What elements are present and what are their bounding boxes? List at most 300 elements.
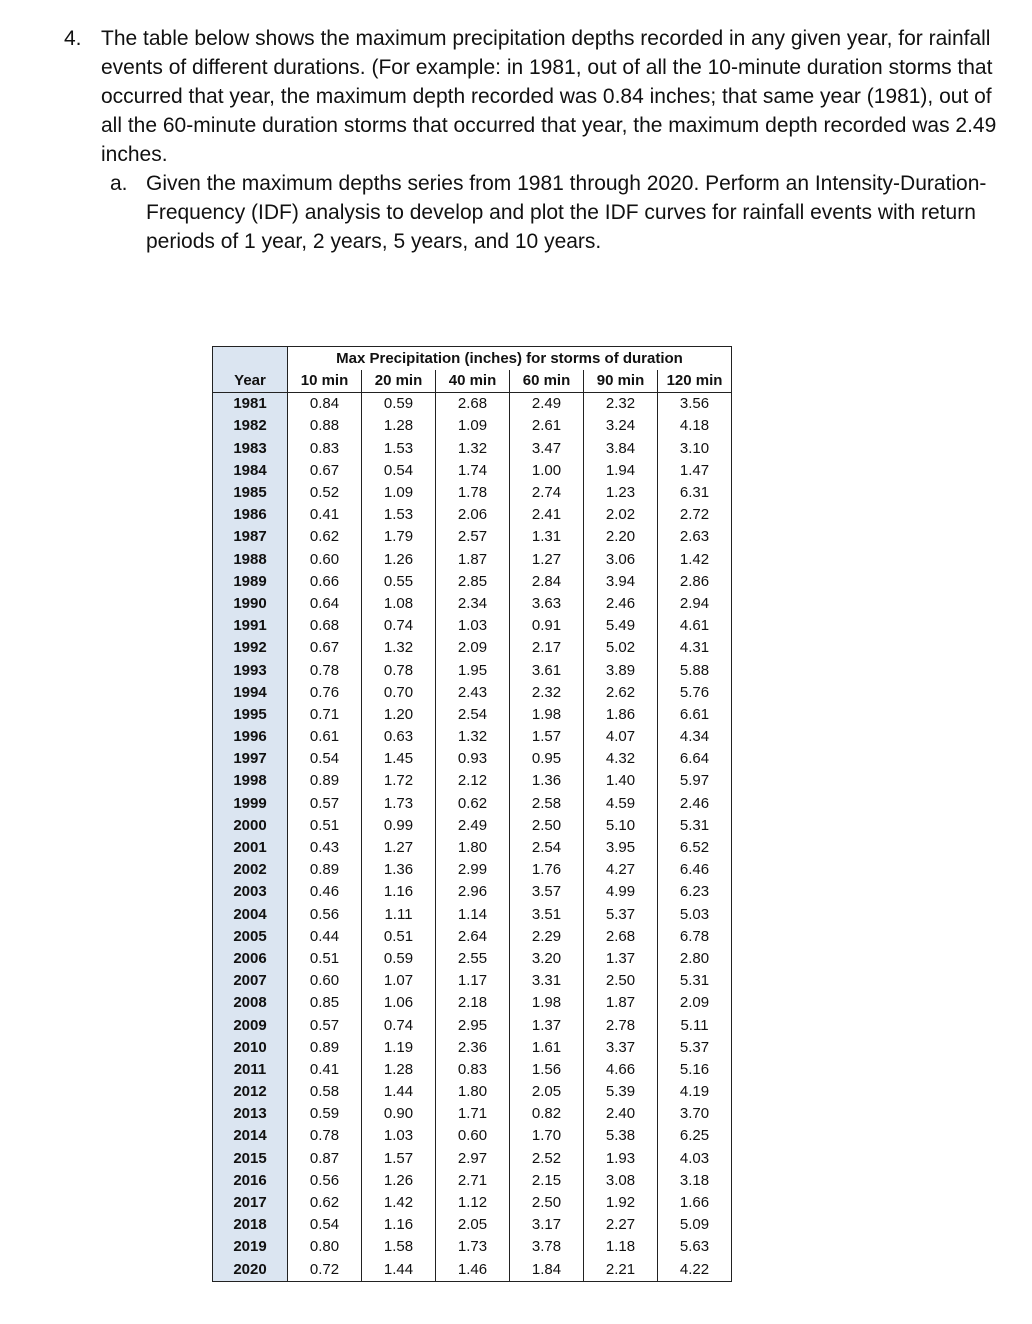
- value-cell: 5.97: [658, 770, 732, 792]
- value-cell: 1.28: [362, 1059, 436, 1081]
- value-cell: 3.47: [510, 438, 584, 460]
- value-cell: 3.18: [658, 1170, 732, 1192]
- value-cell: 1.31: [510, 526, 584, 548]
- value-cell: 1.70: [510, 1125, 584, 1147]
- year-cell: 2012: [213, 1081, 288, 1103]
- value-cell: 3.78: [510, 1236, 584, 1258]
- value-cell: 6.52: [658, 837, 732, 859]
- value-cell: 2.94: [658, 593, 732, 615]
- column-header: 20 min: [362, 370, 436, 393]
- value-cell: 5.63: [658, 1236, 732, 1258]
- question-number: 4.: [64, 27, 82, 50]
- year-cell: 1981: [213, 393, 288, 416]
- value-cell: 5.10: [584, 815, 658, 837]
- table-row: [213, 970, 732, 992]
- value-cell: 3.89: [584, 659, 658, 681]
- value-cell: 1.42: [362, 1192, 436, 1214]
- value-cell: 2.63: [658, 526, 732, 548]
- value-cell: 2.15: [510, 1170, 584, 1192]
- value-cell: 5.38: [584, 1125, 658, 1147]
- value-cell: 1.17: [436, 970, 510, 992]
- value-cell: 0.90: [362, 1103, 436, 1125]
- column-header: 40 min: [436, 370, 510, 393]
- value-cell: 0.64: [288, 593, 362, 615]
- value-cell: 1.46: [436, 1259, 510, 1282]
- value-cell: 1.07: [362, 970, 436, 992]
- value-cell: 4.03: [658, 1148, 732, 1170]
- value-cell: 5.09: [658, 1214, 732, 1236]
- value-cell: 1.80: [436, 1081, 510, 1103]
- value-cell: 1.87: [436, 549, 510, 571]
- value-cell: 0.99: [362, 815, 436, 837]
- value-cell: 6.25: [658, 1125, 732, 1147]
- value-cell: 5.37: [584, 904, 658, 926]
- value-cell: 2.68: [436, 393, 510, 416]
- value-cell: 0.85: [288, 992, 362, 1014]
- value-cell: 2.34: [436, 593, 510, 615]
- column-header: 60 min: [510, 370, 584, 393]
- table-row: [213, 770, 732, 792]
- value-cell: 1.84: [510, 1259, 584, 1282]
- value-cell: 2.54: [436, 704, 510, 726]
- value-cell: 2.06: [436, 504, 510, 526]
- value-cell: 2.84: [510, 571, 584, 593]
- table-row: [213, 1236, 732, 1258]
- value-cell: 1.32: [436, 726, 510, 748]
- value-cell: 4.32: [584, 748, 658, 770]
- table-row: [213, 1014, 732, 1036]
- value-cell: 3.84: [584, 438, 658, 460]
- value-cell: 1.37: [510, 1014, 584, 1036]
- value-cell: 1.09: [362, 482, 436, 504]
- year-cell: 1984: [213, 460, 288, 482]
- value-cell: 1.95: [436, 659, 510, 681]
- value-cell: 0.76: [288, 682, 362, 704]
- table-row: [213, 549, 732, 571]
- value-cell: 0.78: [288, 659, 362, 681]
- value-cell: 0.56: [288, 904, 362, 926]
- value-cell: 1.56: [510, 1059, 584, 1081]
- value-cell: 0.87: [288, 1148, 362, 1170]
- value-cell: 2.71: [436, 1170, 510, 1192]
- value-cell: 2.86: [658, 571, 732, 593]
- year-cell: 1997: [213, 748, 288, 770]
- year-cell: 1991: [213, 615, 288, 637]
- value-cell: 1.98: [510, 704, 584, 726]
- question-block: [64, 24, 1014, 169]
- value-cell: 2.27: [584, 1214, 658, 1236]
- value-cell: 5.49: [584, 615, 658, 637]
- value-cell: 6.61: [658, 704, 732, 726]
- table-row: [213, 615, 732, 637]
- value-cell: 1.61: [510, 1037, 584, 1059]
- value-cell: 3.95: [584, 837, 658, 859]
- value-cell: 3.06: [584, 549, 658, 571]
- table-row: [213, 704, 732, 726]
- value-cell: 1.42: [658, 549, 732, 571]
- table-row: [213, 504, 732, 526]
- value-cell: 2.02: [584, 504, 658, 526]
- value-cell: 0.67: [288, 637, 362, 659]
- value-cell: 1.45: [362, 748, 436, 770]
- value-cell: 1.73: [436, 1236, 510, 1258]
- value-cell: 2.18: [436, 992, 510, 1014]
- value-cell: 4.66: [584, 1059, 658, 1081]
- value-cell: 2.46: [584, 593, 658, 615]
- value-cell: 1.26: [362, 1170, 436, 1192]
- value-cell: 5.31: [658, 815, 732, 837]
- value-cell: 0.78: [288, 1125, 362, 1147]
- value-cell: 3.57: [510, 881, 584, 903]
- table-row: [213, 837, 732, 859]
- table-row: [213, 1259, 732, 1282]
- value-cell: 4.07: [584, 726, 658, 748]
- year-cell: 2010: [213, 1037, 288, 1059]
- value-cell: 1.98: [510, 992, 584, 1014]
- year-cell: 1992: [213, 637, 288, 659]
- value-cell: 0.52: [288, 482, 362, 504]
- value-cell: 0.66: [288, 571, 362, 593]
- value-cell: 0.59: [362, 948, 436, 970]
- value-cell: 2.58: [510, 793, 584, 815]
- value-cell: 2.05: [510, 1081, 584, 1103]
- value-cell: 2.52: [510, 1148, 584, 1170]
- year-cell: 2004: [213, 904, 288, 926]
- value-cell: 0.89: [288, 859, 362, 881]
- value-cell: 0.74: [362, 1014, 436, 1036]
- year-cell: 2001: [213, 837, 288, 859]
- value-cell: 2.68: [584, 926, 658, 948]
- value-cell: 1.09: [436, 415, 510, 437]
- value-cell: 2.43: [436, 682, 510, 704]
- value-cell: 2.78: [584, 1014, 658, 1036]
- value-cell: 2.96: [436, 881, 510, 903]
- value-cell: 2.46: [658, 793, 732, 815]
- value-cell: 3.70: [658, 1103, 732, 1125]
- year-cell: 1995: [213, 704, 288, 726]
- value-cell: 1.80: [436, 837, 510, 859]
- table-row: [213, 659, 732, 681]
- value-cell: 3.08: [584, 1170, 658, 1192]
- value-cell: 0.88: [288, 415, 362, 437]
- value-cell: 0.61: [288, 726, 362, 748]
- value-cell: 0.71: [288, 704, 362, 726]
- value-cell: 1.19: [362, 1037, 436, 1059]
- value-cell: 0.89: [288, 1037, 362, 1059]
- column-header: 120 min: [658, 370, 732, 393]
- value-cell: 0.56: [288, 1170, 362, 1192]
- value-cell: 3.24: [584, 415, 658, 437]
- year-cell: 2013: [213, 1103, 288, 1125]
- year-cell: 2006: [213, 948, 288, 970]
- value-cell: 0.82: [510, 1103, 584, 1125]
- value-cell: 4.99: [584, 881, 658, 903]
- year-cell: 1985: [213, 482, 288, 504]
- value-cell: 0.68: [288, 615, 362, 637]
- value-cell: 6.23: [658, 881, 732, 903]
- table-super-header: Max Precipitation (inches) for storms of duration: [288, 347, 732, 371]
- value-cell: 2.40: [584, 1103, 658, 1125]
- value-cell: 1.87: [584, 992, 658, 1014]
- value-cell: 1.26: [362, 549, 436, 571]
- value-cell: 1.66: [658, 1192, 732, 1214]
- value-cell: 1.06: [362, 992, 436, 1014]
- table-row: [213, 793, 732, 815]
- value-cell: 1.37: [584, 948, 658, 970]
- value-cell: 1.93: [584, 1148, 658, 1170]
- value-cell: 2.57: [436, 526, 510, 548]
- value-cell: 0.55: [362, 571, 436, 593]
- year-cell: 1990: [213, 593, 288, 615]
- table-row: [213, 637, 732, 659]
- year-cell: 1986: [213, 504, 288, 526]
- value-cell: 1.44: [362, 1259, 436, 1282]
- table-row: [213, 460, 732, 482]
- value-cell: 1.78: [436, 482, 510, 504]
- value-cell: 0.62: [288, 1192, 362, 1214]
- sub-question-text: Given the maximum depths series from 1981 through 2020. Perform an Intensity-Duration-Frequency (IDF) analysis to develop and plot the IDF curves for rainfall events with return periods of 1 year, 2 years, 5 years, and 10 years.: [146, 172, 987, 253]
- table-row: [213, 815, 732, 837]
- value-cell: 0.70: [362, 682, 436, 704]
- value-cell: 4.22: [658, 1259, 732, 1282]
- value-cell: 3.94: [584, 571, 658, 593]
- table-row: [213, 1125, 732, 1147]
- value-cell: 1.08: [362, 593, 436, 615]
- value-cell: 2.72: [658, 504, 732, 526]
- year-cell: 2016: [213, 1170, 288, 1192]
- value-cell: 2.36: [436, 1037, 510, 1059]
- value-cell: 5.02: [584, 637, 658, 659]
- table-row: [213, 526, 732, 548]
- year-cell: 2019: [213, 1236, 288, 1258]
- value-cell: 2.49: [510, 393, 584, 416]
- year-cell: 2011: [213, 1059, 288, 1081]
- year-cell: 2018: [213, 1214, 288, 1236]
- value-cell: 0.60: [288, 549, 362, 571]
- value-cell: 1.72: [362, 770, 436, 792]
- value-cell: 1.32: [436, 438, 510, 460]
- value-cell: 5.37: [658, 1037, 732, 1059]
- value-cell: 5.39: [584, 1081, 658, 1103]
- value-cell: 2.41: [510, 504, 584, 526]
- year-column-header: Year: [213, 370, 288, 393]
- year-cell: 2003: [213, 881, 288, 903]
- value-cell: 2.74: [510, 482, 584, 504]
- value-cell: 2.49: [436, 815, 510, 837]
- table-row: [213, 1192, 732, 1214]
- value-cell: 2.09: [658, 992, 732, 1014]
- value-cell: 0.78: [362, 659, 436, 681]
- table-row: [213, 1103, 732, 1125]
- table-row: [213, 992, 732, 1014]
- value-cell: 0.44: [288, 926, 362, 948]
- value-cell: 1.16: [362, 1214, 436, 1236]
- value-cell: 3.10: [658, 438, 732, 460]
- value-cell: 0.46: [288, 881, 362, 903]
- value-cell: 0.91: [510, 615, 584, 637]
- year-cell: 2008: [213, 992, 288, 1014]
- year-cell: 2000: [213, 815, 288, 837]
- value-cell: 2.09: [436, 637, 510, 659]
- value-cell: 1.74: [436, 460, 510, 482]
- year-cell: 1996: [213, 726, 288, 748]
- value-cell: 0.59: [362, 393, 436, 416]
- value-cell: 2.32: [584, 393, 658, 416]
- value-cell: 2.97: [436, 1148, 510, 1170]
- value-cell: 1.53: [362, 438, 436, 460]
- value-cell: 1.27: [362, 837, 436, 859]
- table-row: [213, 904, 732, 926]
- value-cell: 0.93: [436, 748, 510, 770]
- value-cell: 1.12: [436, 1192, 510, 1214]
- value-cell: 2.12: [436, 770, 510, 792]
- value-cell: 1.36: [510, 770, 584, 792]
- value-cell: 2.32: [510, 682, 584, 704]
- value-cell: 0.43: [288, 837, 362, 859]
- value-cell: 0.60: [288, 970, 362, 992]
- value-cell: 0.62: [288, 526, 362, 548]
- table-row: [213, 415, 732, 437]
- year-cell: 2017: [213, 1192, 288, 1214]
- value-cell: 0.72: [288, 1259, 362, 1282]
- value-cell: 2.20: [584, 526, 658, 548]
- value-cell: 0.57: [288, 1014, 362, 1036]
- year-cell: 1993: [213, 659, 288, 681]
- value-cell: 1.53: [362, 504, 436, 526]
- value-cell: 0.63: [362, 726, 436, 748]
- value-cell: 0.67: [288, 460, 362, 482]
- value-cell: 3.63: [510, 593, 584, 615]
- value-cell: 4.61: [658, 615, 732, 637]
- table-row: [213, 726, 732, 748]
- table-row: [213, 926, 732, 948]
- value-cell: 0.51: [362, 926, 436, 948]
- value-cell: 1.20: [362, 704, 436, 726]
- value-cell: 5.03: [658, 904, 732, 926]
- value-cell: 3.56: [658, 393, 732, 416]
- value-cell: 5.11: [658, 1014, 732, 1036]
- value-cell: 0.83: [436, 1059, 510, 1081]
- year-cell: 1988: [213, 549, 288, 571]
- value-cell: 4.34: [658, 726, 732, 748]
- year-cell: 2007: [213, 970, 288, 992]
- value-cell: 1.11: [362, 904, 436, 926]
- value-cell: 0.83: [288, 438, 362, 460]
- value-cell: 0.51: [288, 815, 362, 837]
- value-cell: 1.73: [362, 793, 436, 815]
- precipitation-table-wrapper: [212, 346, 732, 1282]
- value-cell: 1.71: [436, 1103, 510, 1125]
- value-cell: 0.41: [288, 504, 362, 526]
- value-cell: 1.86: [584, 704, 658, 726]
- value-cell: 0.57: [288, 793, 362, 815]
- year-cell: 1989: [213, 571, 288, 593]
- value-cell: 0.84: [288, 393, 362, 416]
- value-cell: 2.62: [584, 682, 658, 704]
- table-row: [213, 859, 732, 881]
- value-cell: 3.51: [510, 904, 584, 926]
- year-cell: 2002: [213, 859, 288, 881]
- value-cell: 5.16: [658, 1059, 732, 1081]
- value-cell: 1.03: [436, 615, 510, 637]
- value-cell: 0.41: [288, 1059, 362, 1081]
- year-cell: 1982: [213, 415, 288, 437]
- value-cell: 1.40: [584, 770, 658, 792]
- value-cell: 2.29: [510, 926, 584, 948]
- year-cell: 1983: [213, 438, 288, 460]
- value-cell: 1.47: [658, 460, 732, 482]
- sub-question-label: a.: [110, 172, 128, 195]
- year-cell: 2005: [213, 926, 288, 948]
- year-cell: 1994: [213, 682, 288, 704]
- value-cell: 6.78: [658, 926, 732, 948]
- value-cell: 1.18: [584, 1236, 658, 1258]
- value-cell: 0.80: [288, 1236, 362, 1258]
- value-cell: 4.18: [658, 415, 732, 437]
- value-cell: 1.57: [510, 726, 584, 748]
- year-cell: 1998: [213, 770, 288, 792]
- value-cell: 6.46: [658, 859, 732, 881]
- value-cell: 1.57: [362, 1148, 436, 1170]
- value-cell: 2.21: [584, 1259, 658, 1282]
- value-cell: 6.64: [658, 748, 732, 770]
- value-cell: 1.14: [436, 904, 510, 926]
- value-cell: 1.27: [510, 549, 584, 571]
- value-cell: 2.17: [510, 637, 584, 659]
- value-cell: 1.16: [362, 881, 436, 903]
- column-header: 10 min: [288, 370, 362, 393]
- table-row: [213, 571, 732, 593]
- table-row: [213, 748, 732, 770]
- value-cell: 0.74: [362, 615, 436, 637]
- value-cell: 3.31: [510, 970, 584, 992]
- table-row: [213, 593, 732, 615]
- column-header: 90 min: [584, 370, 658, 393]
- value-cell: 2.99: [436, 859, 510, 881]
- value-cell: 1.03: [362, 1125, 436, 1147]
- value-cell: 2.05: [436, 1214, 510, 1236]
- value-cell: 2.50: [584, 970, 658, 992]
- table-row: [213, 482, 732, 504]
- value-cell: 0.62: [436, 793, 510, 815]
- value-cell: 0.54: [362, 460, 436, 482]
- precipitation-table: [212, 346, 732, 1282]
- table-row: [213, 1170, 732, 1192]
- year-cell: 2009: [213, 1014, 288, 1036]
- value-cell: 3.61: [510, 659, 584, 681]
- value-cell: 2.61: [510, 415, 584, 437]
- value-cell: 1.36: [362, 859, 436, 881]
- value-cell: 0.95: [510, 748, 584, 770]
- year-cell: 2020: [213, 1259, 288, 1282]
- value-cell: 1.58: [362, 1236, 436, 1258]
- table-row: [213, 682, 732, 704]
- value-cell: 5.76: [658, 682, 732, 704]
- table-row: [213, 1214, 732, 1236]
- year-cell: 2015: [213, 1148, 288, 1170]
- table-row: [213, 438, 732, 460]
- table-row: [213, 1059, 732, 1081]
- value-cell: 4.59: [584, 793, 658, 815]
- value-cell: 1.76: [510, 859, 584, 881]
- value-cell: 2.95: [436, 1014, 510, 1036]
- table-body: [213, 393, 732, 1282]
- year-cell: 2014: [213, 1125, 288, 1147]
- value-cell: 5.31: [658, 970, 732, 992]
- value-cell: 4.27: [584, 859, 658, 881]
- value-cell: 1.79: [362, 526, 436, 548]
- table-row: [213, 1037, 732, 1059]
